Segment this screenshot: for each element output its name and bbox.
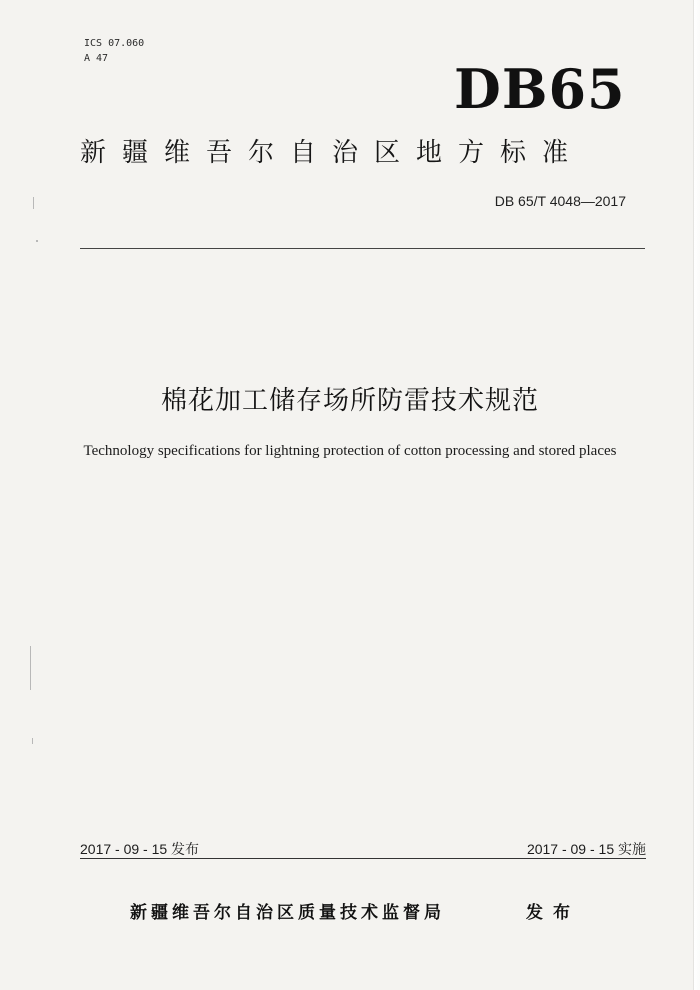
scan-mark [30, 646, 31, 690]
ccs-code: A 47 [84, 53, 109, 64]
standard-number: DB 65/T 4048—2017 [494, 193, 626, 209]
db65-logo: DB65 [454, 57, 626, 121]
issuing-action: 发布 [526, 903, 580, 923]
classification-codes [84, 36, 144, 66]
scan-mark [32, 738, 33, 744]
header-divider [80, 248, 645, 249]
document-title-chinese: 棉花加工储存场所防雷技术规范 [160, 386, 539, 416]
standard-category-title: 新疆维吾尔自治区地方标准 [80, 138, 585, 168]
page-right-edge [693, 0, 700, 990]
document-title-english: Technology specifications for lightning protection of cotton processing and stored places [83, 443, 617, 459]
scan-mark [36, 240, 38, 242]
ics-code: ICS 07.060 [84, 38, 145, 49]
footer-divider [80, 858, 646, 859]
issuing-authority: 新疆维吾尔自治区质量技术监督局 [130, 903, 445, 923]
implementation-date: 2017 - 09 - 15 实施 [526, 841, 646, 857]
issue-date: 2017 - 09 - 15 发布 [80, 841, 200, 857]
scan-mark [33, 197, 34, 209]
